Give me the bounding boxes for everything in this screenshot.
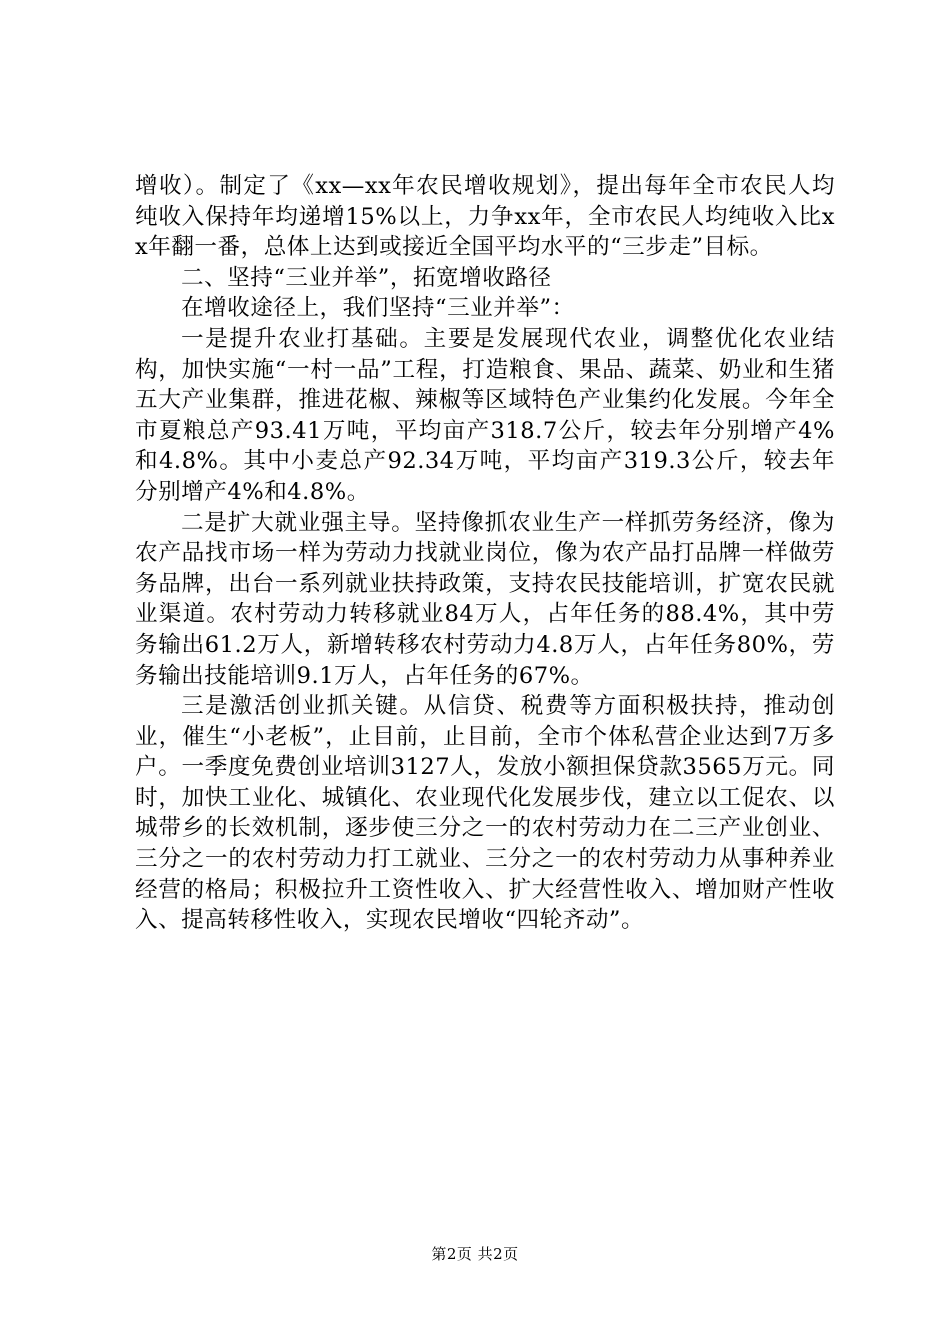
page-footer: 第2页 共2页 [431, 1245, 519, 1263]
section-heading-three-industries: 二、坚持“三业并举”，拓宽增收路径 [181, 264, 552, 291]
paragraph-plan-continuation: 增收）。制定了《xx—xx年农民增收规划》，提出每年全市农民人均纯收入保持年均递增15%以上，力争xx年，全市农民人均纯收入比xx年翻一番，总体上达到或接近全国平均水平的“三步走”目标。 [135, 173, 835, 261]
paragraph-entrepreneurship: 三是激活创业抓关键。从信贷、税费等方面积极扶持，推动创业，催生“小老板”，止目前，止目前，全市个体私营企业达到7万多户。一季度免费创业培训3127人，发放小额担保贷款3565万元。同时，加快工业化、城镇化、农业现代化发展步伐，建立以工促农、以城带乡的长效机制，逐步使三分之一的农村劳动力在二三产业创业、三分之一的农村劳动力打工就业、三分之一的农村劳动力从事种养业经营的格局；积极拉升工资性收入、扩大经营性收入、增加财产性收入、提高转移性收入，实现农民增收“四轮齐动”。 [135, 693, 835, 934]
document-body [135, 171, 835, 936]
paragraph-agriculture: 一是提升农业打基础。主要是发展现代农业，调整优化农业结构，加快实施“一村一品”工程，打造粮食、果品、蔬菜、奶业和生猪五大产业集群，推进花椒、辣椒等区域特色产业集约化发展。今年全市夏粮总产93.41万吨，平均亩产318.7公斤，较去年分别增产4%和4.8%。其中小麦总产92.34万吨，平均亩产319.3公斤，较去年分别增产4%和4.8%。 [135, 325, 835, 505]
paragraph-intro-three-industries: 在增收途径上，我们坚持“三业并举”： [181, 295, 575, 322]
paragraph-employment: 二是扩大就业强主导。坚持像抓农业生产一样抓劳务经济，像为农产品找市场一样为劳动力找就业岗位，像为农产品打品牌一样做劳务品牌，出台一系列就业扶持政策，支持农民技能培训，扩宽农民就业渠道。农村劳动力转移就业84万人，占年任务的88.4%，其中劳务输出61.2万人，新增转移农村劳动力4.8万人，占年任务80%，劳务输出技能培训9.1万人，占年任务的67%。 [135, 509, 835, 689]
